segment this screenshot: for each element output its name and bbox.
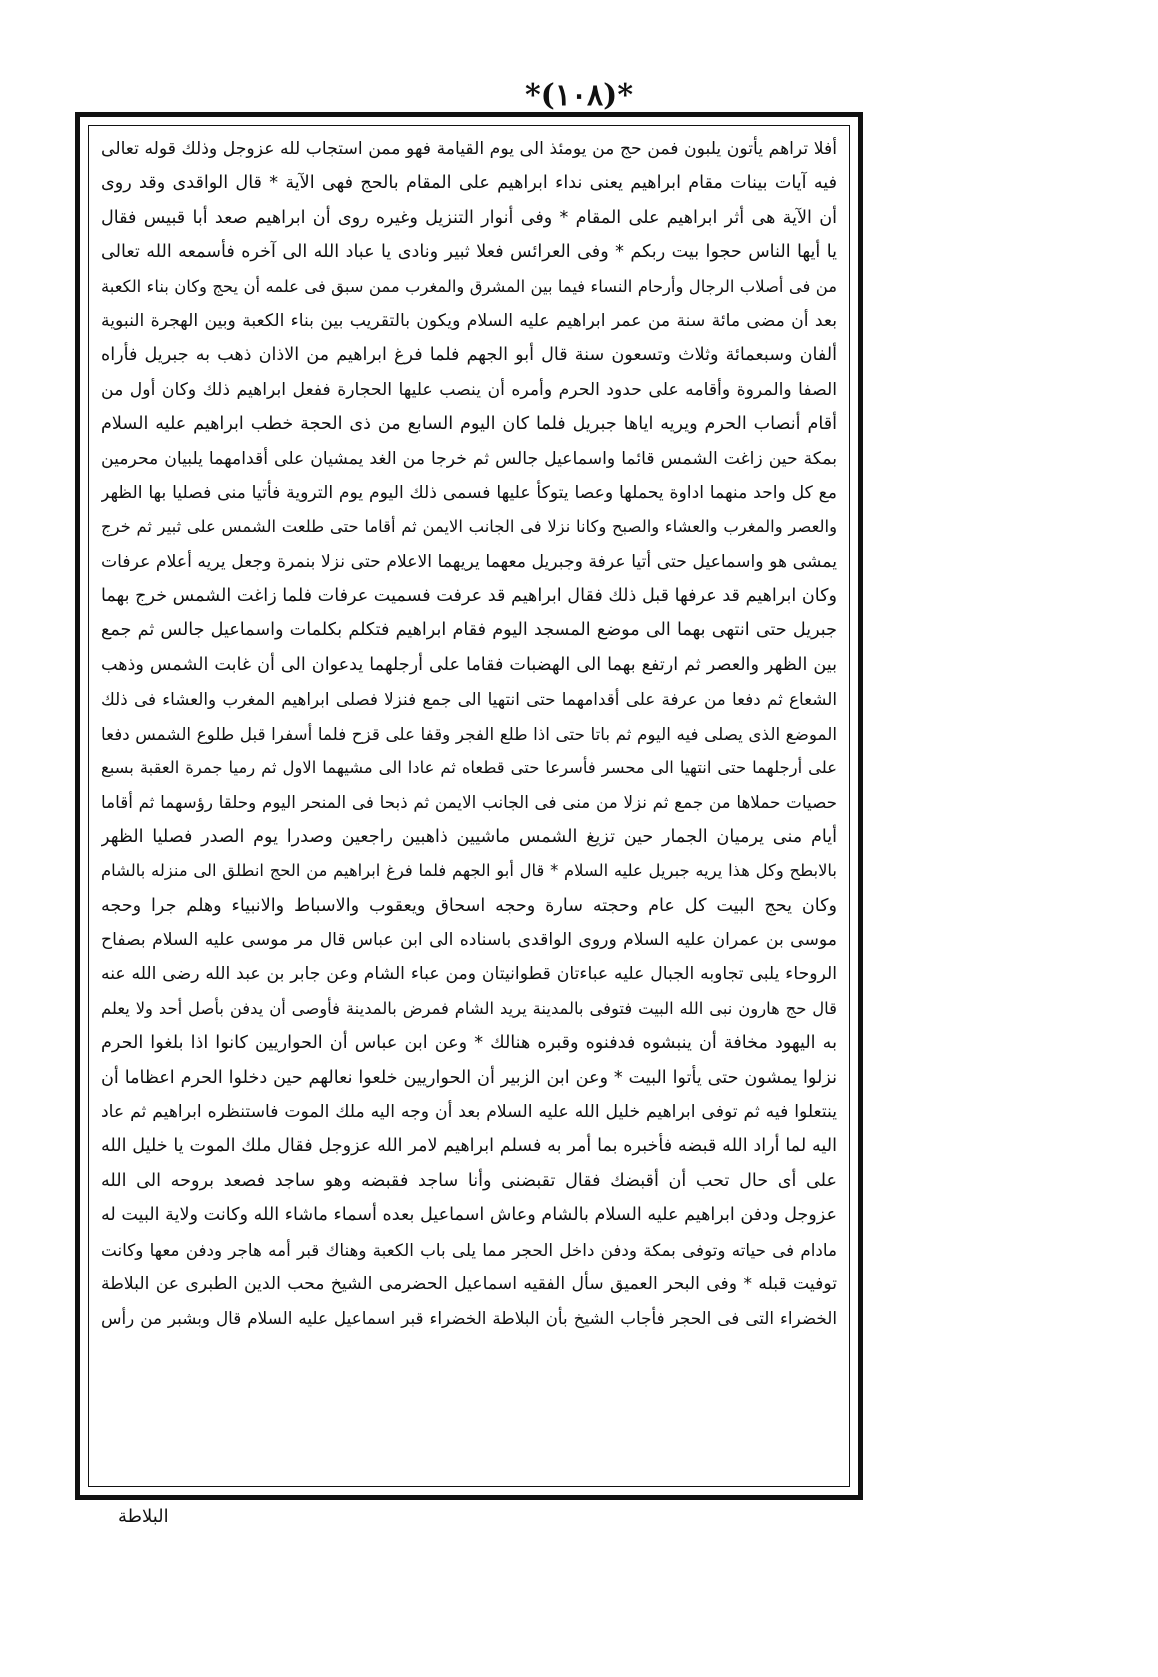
text-line: مع كل واحد منهما اداوة يحملها وعصا يتوكأ عليها فسمى ذلك اليوم يوم التروية فأتيا منى فصليا بها الظهر — [101, 482, 837, 503]
text-line: بالابطح وكل هذا يريه جبريل عليه السلام * قال أبو الجهم فلما فرغ ابراهيم من الحج انطلق الى منزله بالشام — [101, 861, 837, 881]
text-line: الروحاء يلبى تجاوبه الجبال عليه عباءتان قطوانيتان ومن عباء الشام وعن جابر بن عبد الله رضى الله عنه — [101, 964, 837, 985]
page-border-outer — [75, 112, 863, 1500]
text-line: عزوجل ودفن ابراهيم عليه السلام بالشام وعاش اسماعيل بعده أسماء ماشاء الله وكانت ولاية البيت له — [101, 1205, 837, 1226]
text-line: جبريل حتى انتهى بهما الى موضع المسجد اليوم فقام ابراهيم فتكلم بكلمات واسماعيل جالس ثم جمع — [101, 620, 837, 641]
text-line: من فى أصلاب الرجال وأرحام النساء فيما بين المشرق والمغرب ممن سبق فى علمه أن يحج وكان بناء الكعبة — [101, 276, 837, 296]
catchword: البلاطة — [118, 1506, 169, 1527]
text-line: ألفان وسبعمائة وثلاث وتسعون سنة قال أبو الجهم فلما فرغ ابراهيم من الاذان ذهب به جبريل فأراه — [101, 345, 837, 366]
text-line: وكان ابراهيم قد عرفها قبل ذلك فقال ابراهيم قد عرفت فسميت عرفات فلما زاغت الشمس خرج بهما — [101, 586, 837, 607]
text-line: فيه آيات بينات مقام ابراهيم يعنى نداء ابراهيم على المقام بالحج فهى الآية * قال الواقدى وقد روى — [101, 173, 837, 194]
text-line: توفيت قبله * وفى البحر العميق سأل الفقيه اسماعيل الحضرمى الشيخ محب الدين الطبرى عن البلاطة — [101, 1273, 837, 1294]
text-line: بمكة حين زاغت الشمس قائما واسماعيل جالس ثم خرجا من الغد يمشيان على أقدامهما يلبيان محرمين — [101, 448, 837, 469]
body-text — [101, 132, 837, 1336]
text-line: أن الآية هى أثر ابراهيم على المقام * وفى أنوار التنزيل وغيره روى أن ابراهيم صعد أبا قبيس فقال — [101, 207, 837, 228]
text-line: على أرجلهما حتى انتهيا الى محسر فأسرعا حتى قطعاه ثم عادا الى مشيهما الاول ثم رميا جمرة العقبة بسبع — [101, 758, 837, 778]
text-line: نزلوا يمشون حتى يأتوا البيت * وعن ابن الزبير أن الحواريين خلعوا نعالهم حين دخلوا الحرم اعظاما أن — [101, 1067, 837, 1088]
page-number: *(١٠٨)* — [524, 78, 634, 113]
text-line: مادام فى حياته وتوفى بمكة ودفن داخل الحجر مما يلى باب الكعبة وهناك قبر أمه هاجر ودفن معها وكانت — [101, 1239, 837, 1260]
text-line: أقام أنصاب الحرم ويريه اياها جبريل فلما كان اليوم السابع من ذى الحجة خطب ابراهيم عليه السلام — [101, 414, 837, 435]
text-line: اليه لما أراد الله قبضه فأخبره بما أمر به فسلم ابراهيم لامر الله عزوجل فقال ملك الموت يا خليل الله — [101, 1136, 837, 1157]
text-line: وكان يحج البيت كل عام وحجته سارة وحجه اسحاق ويعقوب والاسباط والانبياء وهلم جرا وحجه — [101, 895, 837, 916]
text-line: موسى بن عمران عليه السلام وروى الواقدى باسناده الى ابن عباس قال مر موسى عليه السلام بصفاح — [101, 929, 837, 950]
text-line: الخضراء التى فى الحجر فأجاب الشيخ بأن البلاطة الخضراء قبر اسماعيل عليه السلام قال وبشبر من رأس — [101, 1308, 837, 1329]
text-line: يا أيها الناس حجوا بيت ربكم * وفى العرائس فعلا ثبير ونادى يا عباد الله الى آخره فأسمعه الله تعالى — [101, 242, 837, 263]
text-line: أفلا تراهم يأتون يلبون فمن حج من يومئذ الى يوم القيامة فهو ممن استجاب لله عزوجل وذلك قوله تعالى — [101, 139, 837, 159]
text-line: الشعاع ثم دفعا من عرفة على أقدامهما حتى انتهيا الى جمع فنزلا فصلى ابراهيم المغرب والعشاء فى ذلك — [101, 689, 837, 710]
text-line: حصيات حملاها من جمع ثم نزلا من منى فى الجانب الايمن ثم ذبحا فى المنحر اليوم وحلقا رؤسهما ثم أقاما — [101, 792, 837, 813]
text-line: بين الظهر والعصر ثم ارتفع بهما الى الهضبات فقاما على أرجلهما يدعوان الى أن غابت الشمس وذهب — [101, 654, 837, 675]
text-line: أيام منى يرميان الجمار حين تزيغ الشمس ماشيين ذاهبين راجعين وصدرا يوم الصدر فصليا الظهر — [101, 826, 837, 847]
text-line: بعد أن مضى مائة سنة من عمر ابراهيم عليه السلام ويكون بالتقريب بين بناء الكعبة وبين الهجرة النبوية — [101, 310, 837, 331]
text-line: الموضع الذى يصلى فيه اليوم ثم باتا حتى اذا طلع الفجر وقفا على قزح فلما أسفرا قبل طلوع الشمس دفعا — [101, 723, 837, 744]
text-line: قال حج هارون نبى الله البيت فتوفى بالمدينة يريد الشام فمرض بالمدينة فأوصى أن يدفن بأصل أحد ولا يعلم — [101, 998, 837, 1018]
text-line: والعصر والمغرب والعشاء والصبح وكانا نزلا فى الجانب الايمن ثم أقاما حتى طلعت الشمس على ثبير ثم خرج — [101, 517, 837, 537]
text-line: على أى حال تحب أن أقبضك فقال تقبضنى وأنا ساجد فقبضه وهو ساجد فصعد بروحه الى الله — [101, 1170, 837, 1191]
text-line: ينتعلوا فيه ثم توفى ابراهيم خليل الله عليه السلام بعد أن وجه اليه ملك الموت فاستنظره ابراهيم ثم عاد — [101, 1101, 837, 1122]
text-line: الصفا والمروة وأقامه على حدود الحرم وأمره أن ينصب عليها الحجارة ففعل ابراهيم ذلك وكان أول من — [101, 379, 837, 400]
text-line: به اليهود مخافة أن ينبشوه فدفنوه وقبره هنالك * وعن ابن عباس أن الحواريين كانوا اذا بلغوا الحرم — [101, 1033, 837, 1054]
text-line: يمشى هو واسماعيل حتى أتيا عرفة وجبريل معهما يريهما الاعلام حتى نزلا بنمرة وجعل يريه أعلام عرفات — [101, 551, 837, 572]
page-border-inner — [88, 125, 850, 1487]
